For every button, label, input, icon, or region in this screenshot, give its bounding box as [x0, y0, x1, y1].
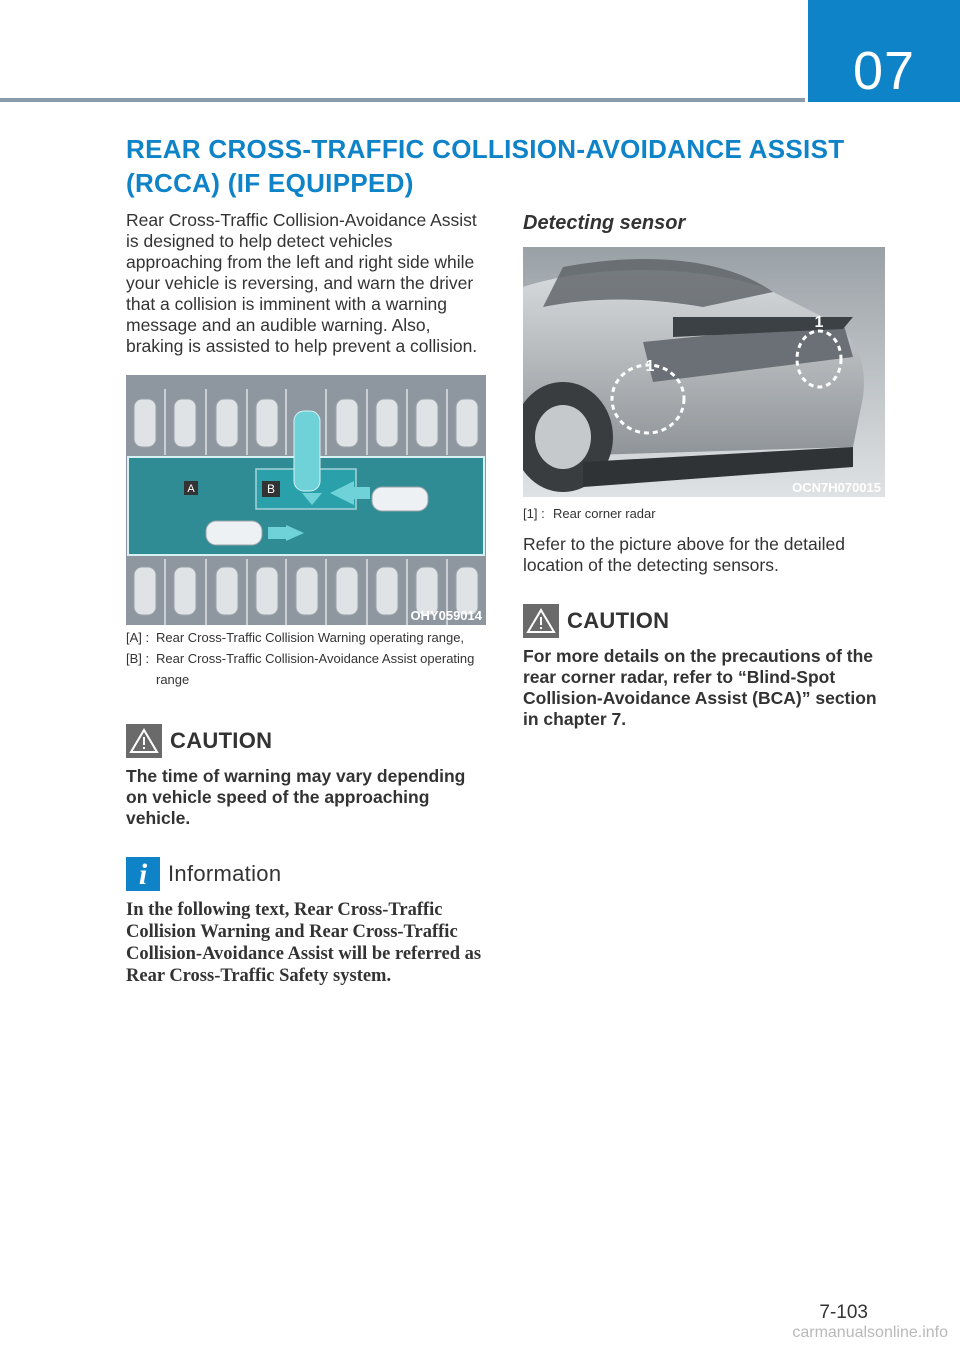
caution-header — [126, 724, 486, 758]
legend-key: [B] : — [126, 651, 150, 666]
zone-a-label: A — [187, 483, 195, 495]
rear-car-illustration — [523, 247, 885, 497]
right-column — [523, 210, 885, 730]
info-icon: i — [126, 857, 160, 891]
legend-text: Rear corner radar — [553, 506, 656, 521]
sensor-paragraph: Refer to the picture above for the detailed location of the detecting sensors. — [523, 534, 846, 575]
figure-code: OHY059014 — [410, 608, 482, 623]
page-title: REAR CROSS-TRAFFIC COLLISION-AVOIDANCE ASSIST (RCCA) (IF EQUIPPED) — [126, 134, 845, 198]
info-text: In the following text, Rear Cross-Traffic Collision Warning and Rear Cross-Traffic Collision-Avoidance Assist will be referred as Rear Cross-Traffic Safety system. — [126, 900, 482, 986]
watermark: carmanualsonline.info — [792, 1324, 948, 1341]
figure-code: OCN7H070015 — [792, 480, 881, 495]
warning-triangle-icon — [126, 724, 162, 758]
info-header — [126, 857, 486, 891]
sensor-figure — [523, 247, 885, 497]
left-column — [126, 210, 486, 987]
parking-lot-illustration — [126, 375, 486, 625]
legend-row — [126, 627, 486, 648]
legend-text: Rear Cross-Traffic Collision-Avoidance Assist operating range — [156, 651, 475, 687]
caution-title: CAUTION — [567, 608, 670, 633]
caution-title: CAUTION — [170, 728, 273, 753]
caution-header — [523, 604, 885, 638]
zone-b-label: B — [266, 482, 276, 496]
legend-text: Rear Cross-Traffic Collision Warning operating range, — [156, 630, 465, 645]
parking-lot-figure — [126, 375, 486, 625]
sensor-callout: 1 — [814, 314, 824, 331]
legend-row — [126, 648, 486, 690]
sensor-callout: 1 — [645, 358, 655, 375]
legend-key: [A] : — [126, 630, 150, 645]
section-heading: Detecting sensor — [523, 212, 686, 234]
figure-legend — [126, 627, 486, 690]
caution-text: The time of warning may vary depending on vehicle speed of the approaching vehicle. — [126, 766, 466, 828]
header-rule — [0, 98, 805, 102]
warning-triangle-icon — [523, 604, 559, 638]
intro-paragraph: Rear Cross-Traffic Collision-Avoidance Assist is designed to help detect vehicles approaching from the left and right side while your vehicle is reversing, and warn the driver that a collision is imminent with a warning message and an audible warning. Also, braking is assisted to help prevent a collision. — [126, 210, 478, 356]
legend-key: [1] : — [523, 506, 545, 521]
info-title: Information — [168, 861, 282, 886]
figure-legend — [523, 503, 885, 524]
legend-row — [523, 503, 885, 524]
chapter-tab: 07 — [808, 0, 960, 102]
caution-text: For more details on the precautions of the rear corner radar, refer to “Blind-Spot Collision-Avoidance Assist (BCA)” section in chapter 7. — [523, 646, 877, 729]
page-number: 7-103 — [819, 1302, 868, 1323]
